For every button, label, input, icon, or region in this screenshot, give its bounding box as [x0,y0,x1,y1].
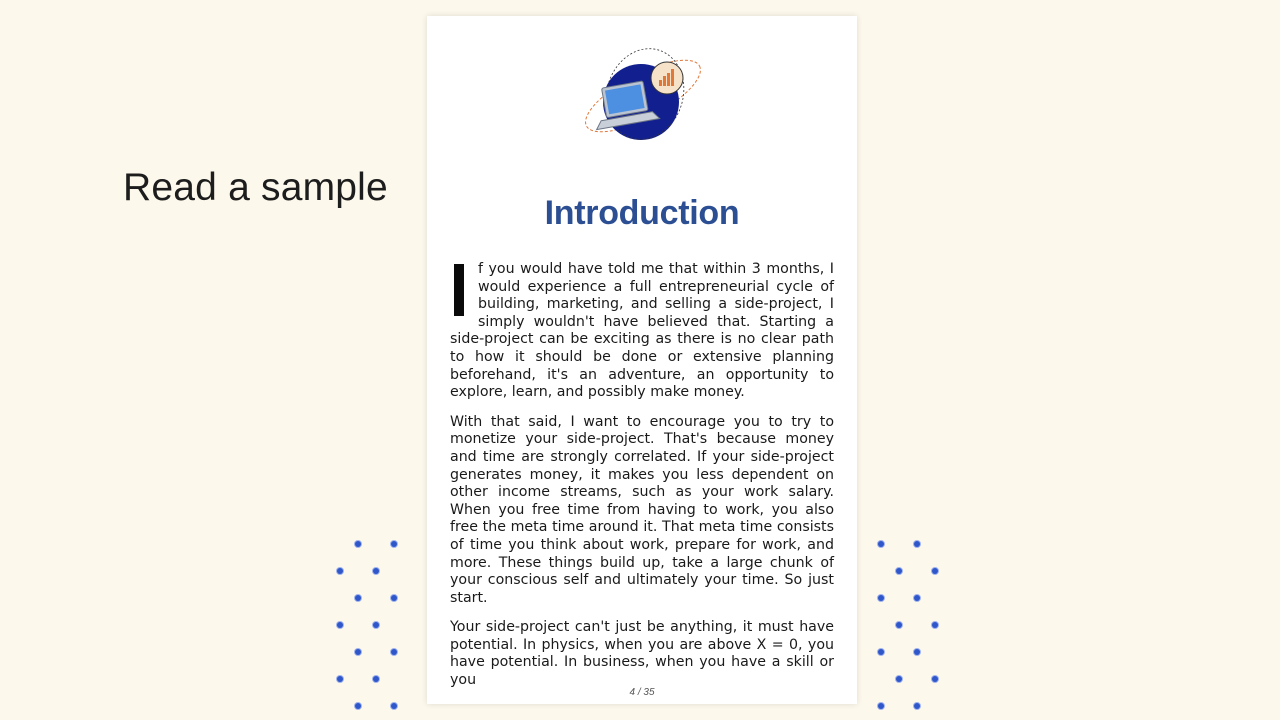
book-page[interactable] [427,16,857,704]
read-sample-heading: Read a sample [123,166,388,209]
page-indicator: 4 / 35 [629,687,655,698]
paragraph-2: With that said, I want to encourage you to try to monetize your side-project. That's because money and time are strongly correlated. If your side-project generates money, it makes you less dependent on other income streams, such as your work salary. When you free time from having to work, you also free the meta time around it. That meta time consists of time you think about work, prepare for work, and more. These things build up, take a large chunk of your conscious self and ultimately your time. So just start. [450,413,834,606]
dropcap-letter [454,264,464,316]
dot-pattern-left [335,538,435,720]
dot-pattern-right [876,538,976,720]
paragraph-1-text: f you would have told me that within 3 months, I would experience a full entrepreneurial cycle of building, marketing, and selling a side-project, I simply wouldn't have believed that. Starting a side-project can be exciting as there is no clear path to how it should be done or extensive planning beforehand, it's an adventure, an opportunity to explore, learn, and possibly make money. [450,261,834,401]
paragraph-3: Your side-project can't just be anything, it must have potential. In physics, when you are above X = 0, you have potential. In business, when you have a skill or you [450,619,834,689]
laptop-chart-illustration [575,46,711,146]
chapter-body [450,261,834,702]
paragraph-1 [450,261,834,402]
chapter-title: Introduction [544,194,740,232]
